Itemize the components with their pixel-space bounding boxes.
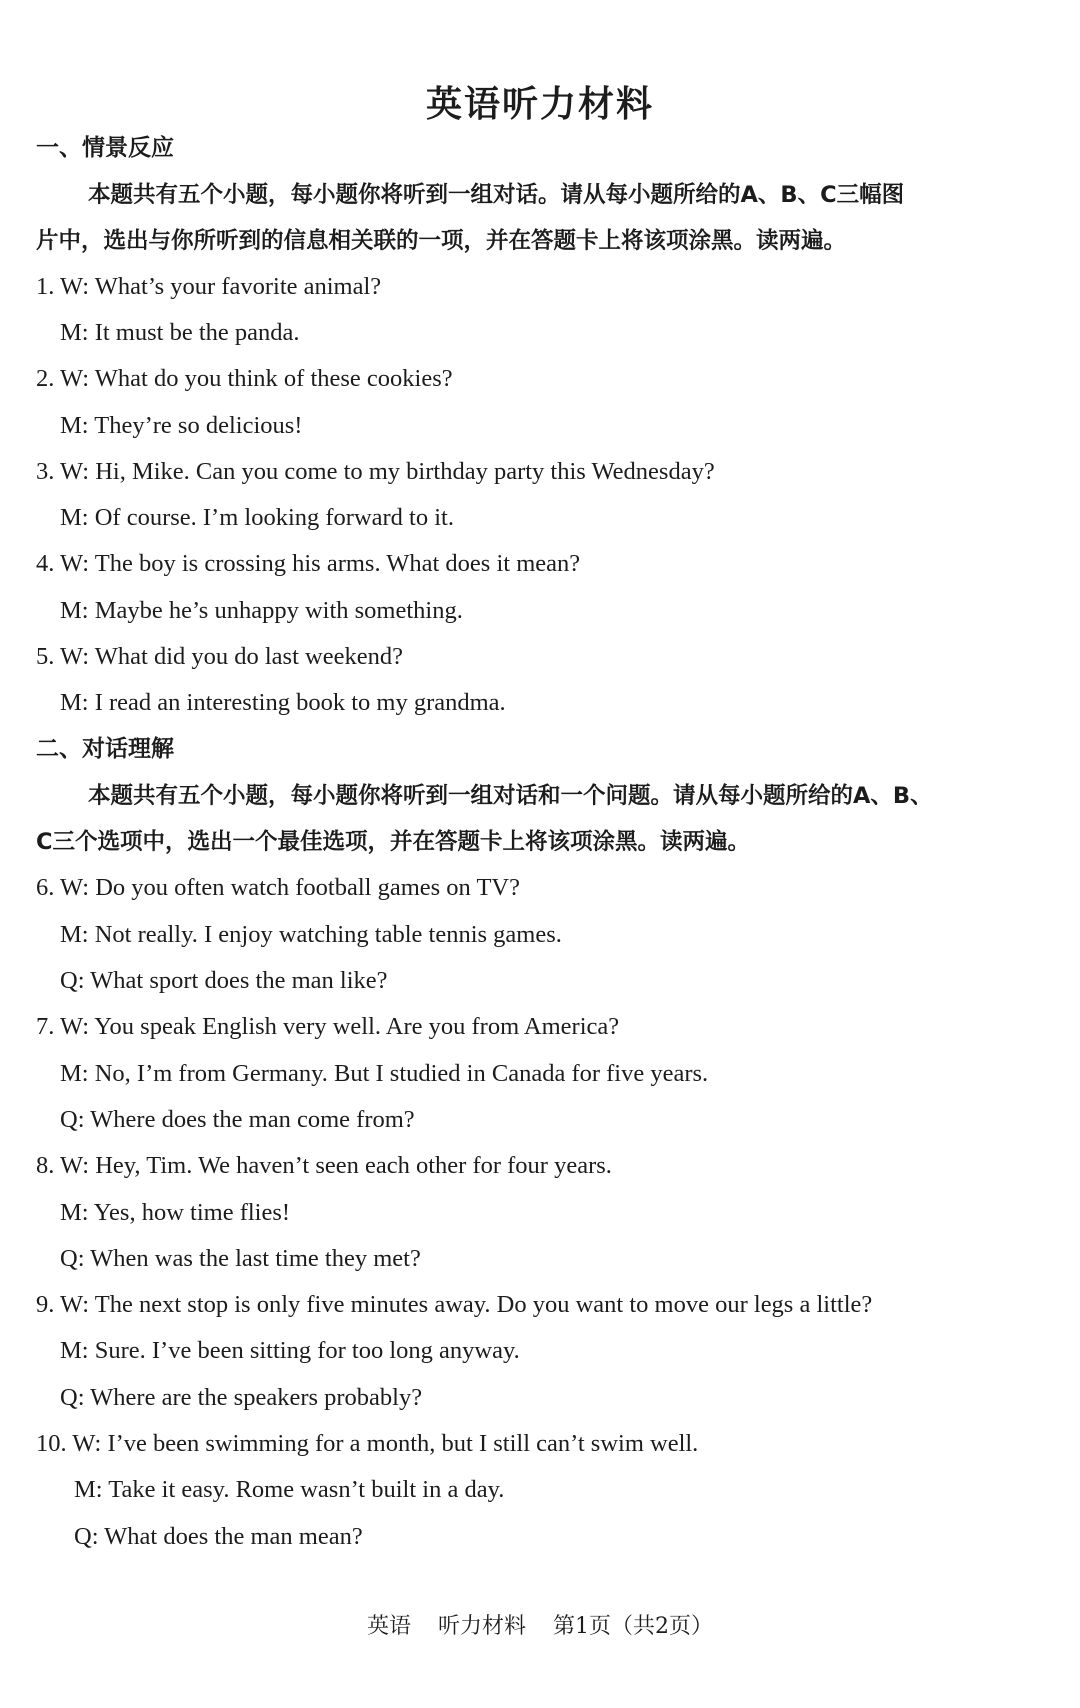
section-1-instruction-line-1: 本题共有五个小题，每小题你将听到一组对话。请从每小题所给的A、B、C三幅图 (88, 182, 905, 208)
section-heading-1: 一、情景反应 (36, 135, 174, 161)
dialogue-line: 7. W: You speak English very well. Are you from America? (36, 1013, 620, 1040)
dialogue-line: 4. W: The boy is crossing his arms. What does it mean? (36, 550, 581, 577)
dialogue-line: M: Sure. I’ve been sitting for too long anyway. (60, 1337, 520, 1364)
dialogue-line: 3. W: Hi, Mike. Can you come to my birthday party this Wednesday? (36, 458, 715, 485)
section-1-instruction-line-2: 片中，选出与你所听到的信息相关联的一项，并在答题卡上将该项涂黑。读两遍。 (36, 228, 847, 254)
footer-page-number: 第1页（共2页） (553, 1614, 714, 1639)
dialogue-line: Q: What does the man mean? (74, 1523, 363, 1550)
dialogue-line: Q: Where are the speakers probably? (60, 1384, 423, 1411)
dialogue-line: 5. W: What did you do last weekend? (36, 643, 403, 670)
section-2-instruction-line-1: 本题共有五个小题，每小题你将听到一组对话和一个问题。请从每小题所给的A、B、 (88, 783, 933, 809)
page-title: 英语听力材料 (425, 84, 654, 125)
dialogue-line: 8. W: Hey, Tim. We haven’t seen each other for four years. (36, 1152, 612, 1179)
dialogue-line: M: Maybe he’s unhappy with something. (60, 597, 463, 624)
dialogue-line: 9. W: The next stop is only five minutes away. Do you want to move our legs a little? (36, 1291, 873, 1318)
section-heading-2: 二、对话理解 (36, 736, 174, 762)
dialogue-line: M: Of course. I’m looking forward to it. (60, 504, 454, 531)
section-2-instruction-line-2: C三个选项中，选出一个最佳选项，并在答题卡上将该项涂黑。读两遍。 (36, 829, 751, 855)
dialogue-line: M: Take it easy. Rome wasn’t built in a day. (74, 1476, 505, 1503)
dialogue-line: M: Yes, how time flies! (60, 1199, 291, 1226)
footer-material: 听力材料 (438, 1614, 527, 1639)
dialogue-line: M: Not really. I enjoy watching table tennis games. (60, 921, 562, 948)
dialogue-line: M: They’re so delicious! (60, 412, 303, 439)
dialogue-line: 1. W: What’s your favorite animal? (36, 273, 382, 300)
dialogue-line: 6. W: Do you often watch football games on TV? (36, 874, 520, 901)
footer-subject: 英语 (366, 1614, 411, 1639)
page-footer (0, 1609, 1080, 1640)
dialogue-line: Q: What sport does the man like? (60, 967, 388, 994)
dialogue-line: Q: Where does the man come from? (60, 1106, 415, 1133)
dialogue-line: M: No, I’m from Germany. But I studied in Canada for five years. (60, 1060, 709, 1087)
dialogue-line: 2. W: What do you think of these cookies? (36, 365, 453, 392)
dialogue-line: 10. W: I’ve been swimming for a month, but I still can’t swim well. (36, 1430, 699, 1457)
dialogue-line: M: I read an interesting book to my grandma. (60, 689, 506, 716)
dialogue-line: M: It must be the panda. (60, 319, 300, 346)
dialogue-line: Q: When was the last time they met? (60, 1245, 421, 1272)
